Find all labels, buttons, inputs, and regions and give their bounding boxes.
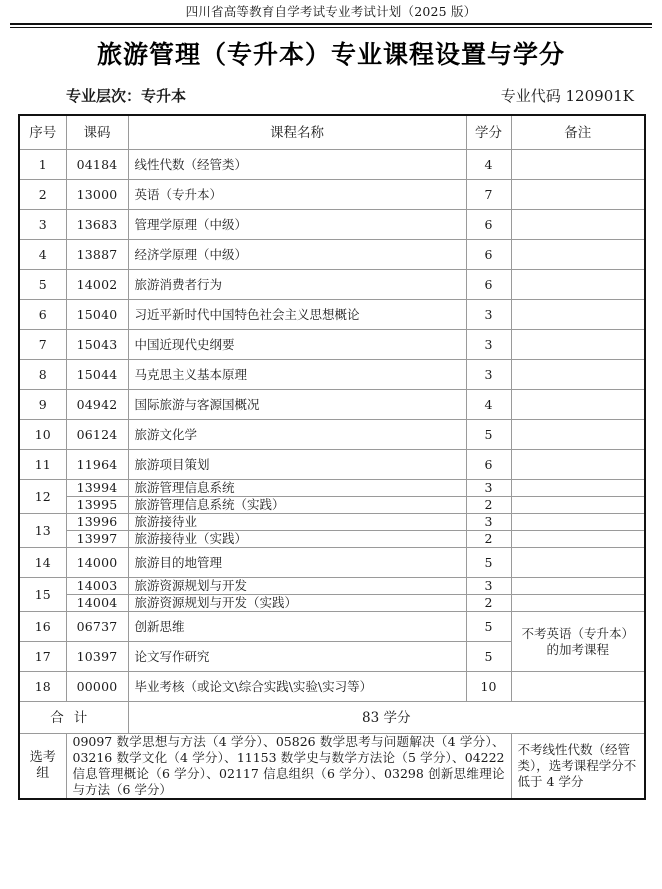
cell-code: 11964: [66, 450, 128, 480]
cell-code: 06737: [66, 612, 128, 642]
cell-name: 习近平新时代中国特色社会主义思想概论: [128, 300, 466, 330]
cell-note: [511, 595, 645, 612]
cell-credits: 10: [466, 672, 511, 702]
cell-no: 5: [19, 270, 66, 300]
cell-credits: 6: [466, 210, 511, 240]
cell-code: 15043: [66, 330, 128, 360]
table-row: [19, 480, 645, 497]
cell-name: 旅游接待业: [128, 514, 466, 531]
table-row: [19, 150, 645, 180]
meta-row: [0, 86, 662, 106]
table-row: [19, 420, 645, 450]
table-row: [19, 210, 645, 240]
cell-credits: 3: [466, 578, 511, 595]
cell-name: 旅游接待业（实践）: [128, 531, 466, 548]
cell-name: 毕业考核（或论文\综合实践\实验\实习等）: [128, 672, 466, 702]
cell-note: [511, 548, 645, 578]
cell-no: 16: [19, 612, 66, 642]
table-row: [19, 514, 645, 531]
column-header-code: 课码: [66, 115, 128, 150]
cell-credits: 3: [466, 300, 511, 330]
cell-code: 13996: [66, 514, 128, 531]
elective-group-label: 选考组: [19, 734, 66, 800]
cell-no: 14: [19, 548, 66, 578]
cell-credits: 2: [466, 497, 511, 514]
total-credits-value: 83 学分: [128, 702, 645, 734]
running-header: 四川省高等教育自学考试专业考试计划（2025 版）: [185, 4, 477, 19]
elective-group-courses: 09097 数学思想与方法（4 学分）、05826 数学思考与问题解决（4 学分）、03216 数学文化（4 学分）、11153 数学史与数学方法论（5 学分）、04222 信息管理概论（6 学分）、02117 信息组织（6 学分）、03298 创新思维理论与方法（6 学分）: [66, 734, 511, 800]
cell-no: 7: [19, 330, 66, 360]
cell-name: 经济学原理（中级）: [128, 240, 466, 270]
cell-name: 管理学原理（中级）: [128, 210, 466, 240]
page-title: 旅游管理（专升本）专业课程设置与学分: [96, 39, 565, 69]
cell-code: 04184: [66, 150, 128, 180]
cell-code: 13997: [66, 531, 128, 548]
table-row: [19, 240, 645, 270]
cell-name: 论文写作研究: [128, 642, 466, 672]
cell-note: [511, 360, 645, 390]
table-row: [19, 612, 645, 642]
cell-code: 00000: [66, 672, 128, 702]
cell-note: [511, 300, 645, 330]
cell-code: 10397: [66, 642, 128, 672]
table-row: [19, 595, 645, 612]
cell-note: [511, 578, 645, 595]
cell-code: 15040: [66, 300, 128, 330]
cell-name: 旅游管理信息系统: [128, 480, 466, 497]
cell-note: [511, 150, 645, 180]
cell-note: [511, 514, 645, 531]
cell-credits: 7: [466, 180, 511, 210]
cell-note: [511, 240, 645, 270]
table-row: [19, 578, 645, 595]
cell-no: 9: [19, 390, 66, 420]
cell-code: 13995: [66, 497, 128, 514]
cell-name: 旅游资源规划与开发（实践）: [128, 595, 466, 612]
cell-code: 14002: [66, 270, 128, 300]
cell-code: 04942: [66, 390, 128, 420]
cell-credits: 2: [466, 595, 511, 612]
cell-code: 13000: [66, 180, 128, 210]
cell-note: [511, 480, 645, 497]
cell-no: 3: [19, 210, 66, 240]
cell-code: 13887: [66, 240, 128, 270]
table-body: [19, 150, 645, 800]
course-plan-table-wrap: [18, 114, 644, 800]
cell-note: [511, 672, 645, 702]
cell-code: 13683: [66, 210, 128, 240]
table-elective-row: [19, 734, 645, 800]
elective-group-note: 不考线性代数（经管类），选考课程学分不低于 4 学分: [511, 734, 645, 800]
cell-credits: 5: [466, 420, 511, 450]
cell-note: [511, 390, 645, 420]
cell-name: 旅游资源规划与开发: [128, 578, 466, 595]
cell-note: [511, 531, 645, 548]
cell-no: 11: [19, 450, 66, 480]
cell-code: 14000: [66, 548, 128, 578]
cell-credits: 5: [466, 642, 511, 672]
cell-credits: 6: [466, 450, 511, 480]
column-header-note: 备注: [511, 115, 645, 150]
cell-no: 10: [19, 420, 66, 450]
table-total-row: [19, 702, 645, 734]
cell-name: 旅游文化学: [128, 420, 466, 450]
cell-name: 旅游管理信息系统（实践）: [128, 497, 466, 514]
cell-no: 4: [19, 240, 66, 270]
cell-code: 14003: [66, 578, 128, 595]
cell-no: 8: [19, 360, 66, 390]
cell-name: 线性代数（经管类）: [128, 150, 466, 180]
cell-name: 旅游消费者行为: [128, 270, 466, 300]
table-row: [19, 672, 645, 702]
cell-name: 国际旅游与客源国概况: [128, 390, 466, 420]
cell-code: 06124: [66, 420, 128, 450]
cell-credits: 4: [466, 390, 511, 420]
cell-no-merged: 13: [19, 514, 66, 548]
table-row: [19, 360, 645, 390]
table-row: [19, 180, 645, 210]
course-plan-table: [18, 114, 646, 800]
header-divider-rule: [10, 23, 652, 28]
cell-no: 18: [19, 672, 66, 702]
cell-no-merged: 15: [19, 578, 66, 612]
cell-no-merged: 12: [19, 480, 66, 514]
major-code-label: 专业代码 120901K: [500, 87, 634, 106]
cell-name: 中国近现代史纲要: [128, 330, 466, 360]
cell-credits: 4: [466, 150, 511, 180]
cell-credits: 2: [466, 531, 511, 548]
cell-note-merged-extra-exam: 不考英语（专升本）的加考课程: [511, 612, 645, 672]
cell-name: 马克思主义基本原理: [128, 360, 466, 390]
cell-credits: 3: [466, 514, 511, 531]
cell-code: 15044: [66, 360, 128, 390]
table-row: [19, 390, 645, 420]
cell-credits: 3: [466, 360, 511, 390]
cell-note: [511, 270, 645, 300]
table-row: [19, 270, 645, 300]
cell-credits: 5: [466, 612, 511, 642]
cell-credits: 3: [466, 480, 511, 497]
cell-credits: 3: [466, 330, 511, 360]
cell-no: 6: [19, 300, 66, 330]
cell-name: 英语（专升本）: [128, 180, 466, 210]
cell-note: [511, 420, 645, 450]
cell-no: 1: [19, 150, 66, 180]
cell-no: 2: [19, 180, 66, 210]
cell-name: 旅游项目策划: [128, 450, 466, 480]
major-level-label: 专业层次：专升本: [66, 87, 187, 106]
table-row: [19, 330, 645, 360]
cell-note: [511, 497, 645, 514]
table-row: [19, 531, 645, 548]
cell-credits: 5: [466, 548, 511, 578]
cell-credits: 6: [466, 270, 511, 300]
table-row: [19, 450, 645, 480]
cell-note: [511, 450, 645, 480]
table-row: [19, 548, 645, 578]
total-label: 合计: [19, 702, 128, 734]
column-header-credits: 学分: [466, 115, 511, 150]
cell-code: 13994: [66, 480, 128, 497]
cell-no: 17: [19, 642, 66, 672]
table-header-row: [19, 115, 645, 150]
cell-name: 创新思维: [128, 612, 466, 642]
cell-code: 14004: [66, 595, 128, 612]
column-header-name: 课程名称: [128, 115, 466, 150]
cell-note: [511, 330, 645, 360]
cell-note: [511, 210, 645, 240]
cell-name: 旅游目的地管理: [128, 548, 466, 578]
column-header-no: 序号: [19, 115, 66, 150]
table-header: [19, 115, 645, 150]
cell-credits: 6: [466, 240, 511, 270]
table-row: [19, 300, 645, 330]
table-row: [19, 497, 645, 514]
cell-note: [511, 180, 645, 210]
